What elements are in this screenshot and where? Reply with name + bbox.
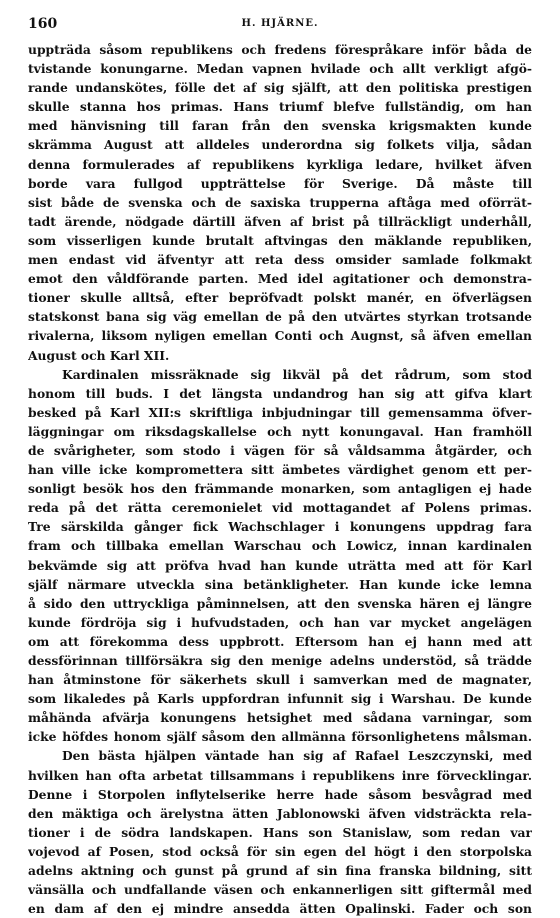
text-line: själf närmare utveckla sina betänkligheter. Han kunde icke lemna xyxy=(28,576,532,592)
text-line: som likaledes på Karls uppfordran infunnit sig i Warshau. De kunde xyxy=(28,691,532,707)
text-line: läggningar om riksdagskallelse och nytt konungaval. Han framhöll xyxy=(28,423,532,439)
text-line: måhända afvärja konungens hetsighet med sådana varningar, som xyxy=(28,710,532,726)
text-line: hvilken han ofta arbetat tillsammans i republikens inre förvecklingar. xyxy=(28,767,532,783)
text-line: kunde fördröja sig i hufvudstaden, och han var mycket angelägen xyxy=(28,614,532,630)
text-line: den mäktiga och ärelystna ätten Jablonowski äfven vidsträckta rela- xyxy=(28,805,532,821)
text-line: å sido den uttryckliga påminnelsen, att den svenska hären ej längre xyxy=(28,595,532,611)
text-line: skrämma August att alldeles underordna sig folkets vilja, sådan xyxy=(28,137,532,153)
text-line: reda på det rätta ceremonielet vid mottagandet af Polens primas. xyxy=(28,500,532,516)
text-line: uppträda såsom republikens och fredens förespråkare inför båda de xyxy=(28,42,532,57)
text-line: borde vara fullgod uppträttelse för Sverige. Då måste till xyxy=(28,175,532,191)
text-line: dessförinnan tillförsäkra sig den menige adelns understöd, så trädde xyxy=(28,653,532,668)
page-header xyxy=(28,16,532,32)
text-line: vojevod af Posen, stod också för sin egen del högt i den storpolska xyxy=(28,843,532,859)
body-text xyxy=(28,40,532,918)
text-line: han ville icke kompromettera sitt ämbetes värdighet genom ett per- xyxy=(28,462,532,478)
text-line: Denne i Storpolen inflytelserike herre hade såsom besvågrad med xyxy=(28,786,532,802)
text-line: Den bästa hjälpen väntade han sig af Rafael Leszczynski, med xyxy=(62,748,532,764)
text-line: Tre särskilda gånger fick Wachschlager i konungens uppdrag fara xyxy=(28,519,532,535)
text-line: besked på Karl XII:s skriftliga inbjudningar till gemensamma öfver- xyxy=(28,404,532,420)
text-line: tioner skulle alltså, efter bepröfvadt polskt manér, en öfverlägsen xyxy=(28,290,532,306)
text-line: rivalerna, liksom nyligen emellan Conti och Augnst, så äfven emellan xyxy=(28,328,532,344)
text-line: vänsälla och undfallande väsen och enkannerligen sitt giftermål med xyxy=(28,882,532,898)
text-line: August och Karl XII. xyxy=(28,347,170,363)
text-line: honom till buds. I det längsta undandrog han sig att gifva klart xyxy=(28,385,532,401)
running-head: H. HJÄRNE. xyxy=(241,18,319,29)
text-line: skulle stanna hos primas. Hans triumf blefve fullständig, om han xyxy=(28,99,532,115)
text-line: sist både de svenska och de saxiska trupperna aftåga med oförrät- xyxy=(28,194,532,210)
text-line: statskonst bana sig väg emellan de på den utvärtes styrkan trotsande xyxy=(28,309,532,325)
text-line: tioner i de södra landskapen. Hans son Stanislaw, som redan var xyxy=(28,824,532,840)
text-line: en dam af den ej mindre ansedda ätten Opalinski. Fader och son xyxy=(28,901,532,917)
text-line: han åtminstone för säkerhets skull i samverkan med de magnater, xyxy=(28,672,532,688)
page-number: 160 xyxy=(28,16,58,32)
text-line: emot den våldförande parten. Med idel agitationer och demonstra- xyxy=(28,271,532,287)
text-line: tadt ärende, nödgade därtill äfven af brist på tillräckligt underhåll, xyxy=(28,213,532,229)
text-line: om att förekomma dess uppbrott. Eftersom han ej hann med att xyxy=(28,633,532,649)
text-line: som visserligen kunde brutalt aftvingas den mäklande republiken, xyxy=(28,232,532,248)
text-line: adelns aktning och gunst på grund af sin fina franska bildning, sitt xyxy=(28,863,532,879)
text-line: icke höfdes honom själf såsom den allmänna försonlighetens målsman. xyxy=(28,729,532,745)
text-line: sonligt besök hos den främmande monarken, som antagligen ej hade xyxy=(28,481,532,497)
text-line: tvistande konungarne. Medan vapnen hvilade och allt verkligt afgö- xyxy=(28,61,532,77)
text-line: Kardinalen missräknade sig likväl på det rådrum, som stod xyxy=(62,366,532,382)
text-line: de svårigheter, som stodo i vägen för så våldsamma åtgärder, och xyxy=(28,442,532,458)
text-line: bekvämde sig att pröfva hvad han kunde uträtta med att för Karl xyxy=(28,557,532,573)
text-line: rande undanskötes, fölle det af sig själft, att den politiska prestigen xyxy=(28,80,532,96)
text-line: denna formulerades af republikens kyrkliga ledare, hvilket äfven xyxy=(28,156,532,172)
text-line: fram och tillbaka emellan Warschau och Lowicz, innan kardinalen xyxy=(28,538,532,554)
text-line: men endast vid äfventyr att reta dess omsider samlade folkmakt xyxy=(28,252,532,268)
text-line: med hänvisning till faran från den svenska krigsmakten kunde xyxy=(28,118,532,134)
